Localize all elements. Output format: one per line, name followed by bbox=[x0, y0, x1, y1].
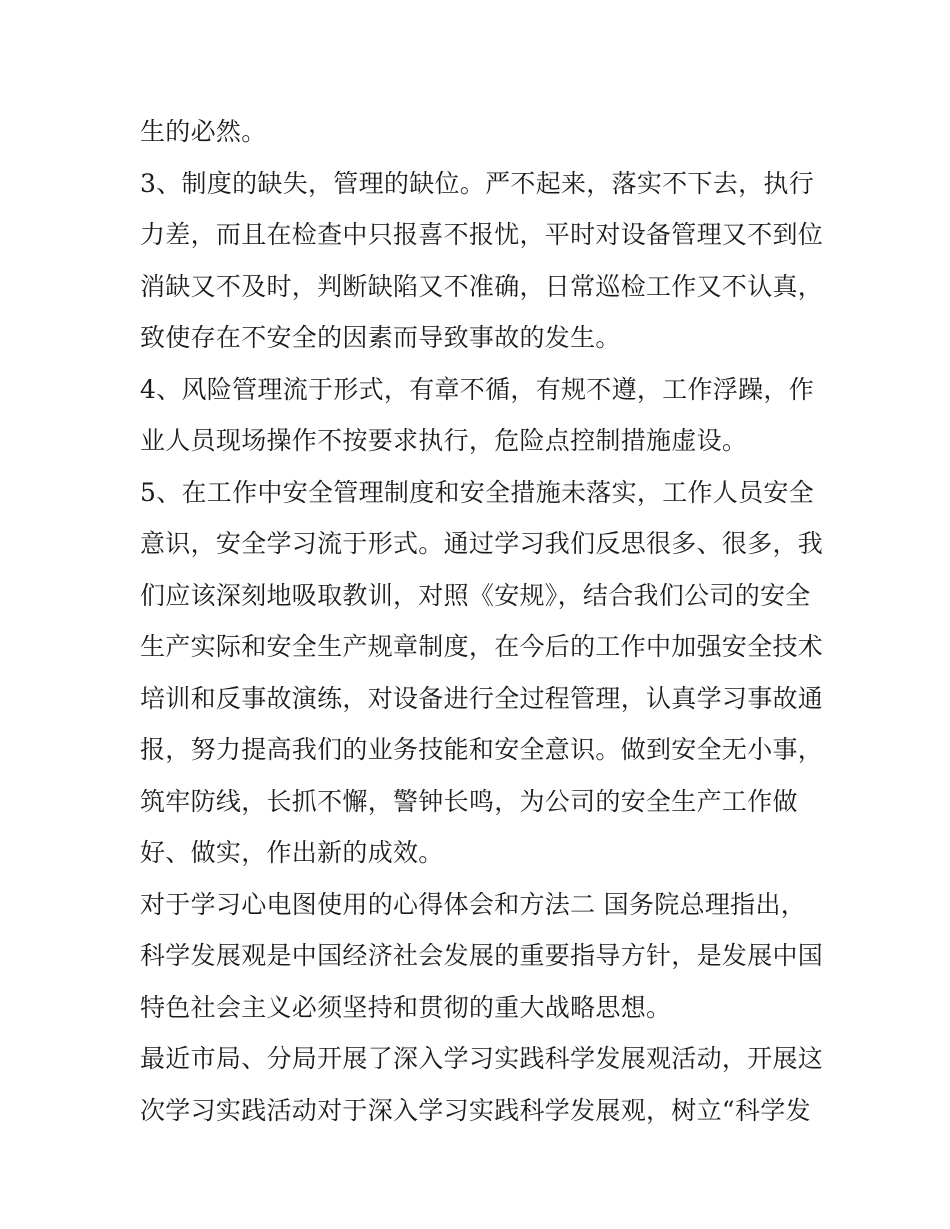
text-line: 意识，安全学习流于形式。通过学习我们反思很多、很多，我 bbox=[140, 529, 824, 558]
text-line: 3、制度的缺失，管理的缺位。严不起来，落实不下去，执行 bbox=[140, 168, 815, 198]
text-line: 次学习实践活动对于深入学习实践科学发展观，树立“科学发 bbox=[140, 1095, 811, 1125]
text-line: 4、风险管理流于形式，有章不循，有规不遵，工作浮躁，作 bbox=[140, 374, 815, 404]
text-line: 业人员现场操作不按要求执行，危险点控制措施虚设。 bbox=[140, 426, 748, 455]
text-line: 科学发展观是中国经济社会发展的重要指导方针，是发展中国 bbox=[140, 941, 824, 970]
text-line: 筑牢防线，长抓不懈，警钟长鸣，为公司的安全生产工作做 bbox=[140, 786, 798, 816]
text-line: 报，努力提高我们的业务技能和安全意识。做到安全无小事， bbox=[140, 735, 824, 764]
text-line: 们应该深刻地吸取教训，对照《安规》，结合我们公司的安全 bbox=[140, 580, 811, 610]
text-line: 5、在工作中安全管理制度和安全措施未落实，工作人员安全 bbox=[140, 477, 815, 507]
text-line: 对于学习心电图使用的心得体会和方法二 国务院总理指出， bbox=[140, 889, 807, 919]
document-body bbox=[140, 106, 824, 1136]
text-line: 最近市局、分局开展了深入学习实践科学发展观活动，开展这 bbox=[140, 1044, 824, 1073]
text-line: 特色社会主义必须坚持和贯彻的重大战略思想。 bbox=[140, 992, 672, 1022]
text-line: 消缺又不及时，判断缺陷又不准确，日常巡检工作又不认真， bbox=[140, 271, 824, 301]
text-line: 致使存在不安全的因素而导致事故的发生。 bbox=[140, 323, 621, 352]
text-line: 培训和反事故演练，对设备进行全过程管理，认真学习事故通 bbox=[140, 683, 824, 713]
text-line: 生产实际和安全生产规章制度，在今后的工作中加强安全技术 bbox=[140, 632, 824, 661]
text-line: 力差，而且在检查中只报喜不报忧，平时对设备管理又不到位 bbox=[140, 220, 824, 249]
text-line: 生的必然。 bbox=[140, 117, 267, 146]
text-line: 好、做实，作出新的成效。 bbox=[140, 838, 444, 867]
